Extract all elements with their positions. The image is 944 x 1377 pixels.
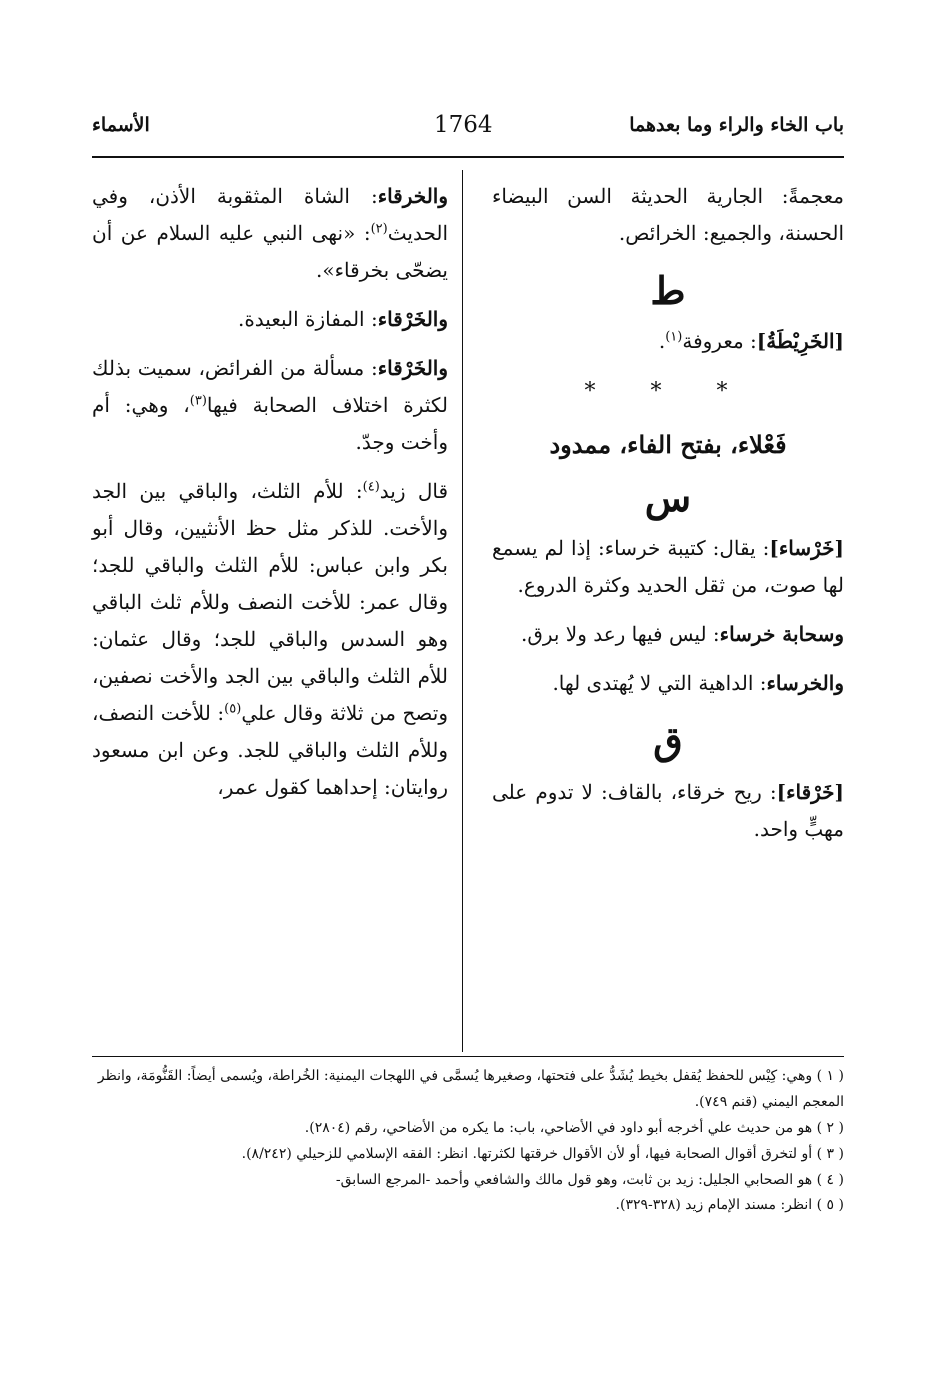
entry-term: [خَرْقاء] (776, 779, 844, 804)
entry-text: : للأم الثلث، والباقي بين الجد والأخت. للذكر مثل حظ الأنثيين، وقال أبو بكر وابن عباس: للأم الثلث والباقي للجد؛ وقال عمر: للأخت النصف وللأم ثلث الباقي وهو السدس والباقي للجد؛ وقال عثمان: للأم الثلث والباقي بين الجد والأخت نصفين، وتصح من ثلاثة وقال علي (92, 479, 449, 725)
entry-text: ، وهي: أم وأخت وجدّ. (92, 393, 448, 454)
running-title-left: الأسماء (92, 114, 150, 136)
footnote-ref: (٣) (189, 393, 207, 409)
entry-text: : معروفة (682, 329, 757, 354)
footnote-rule (92, 1056, 844, 1057)
entry-kharsa (492, 530, 844, 604)
footnote-ref: (٥) (224, 701, 242, 717)
entry-masala (92, 350, 448, 461)
right-column (492, 178, 844, 860)
entry-text: : ليس فيها رعد ولا برق. (520, 622, 720, 647)
footnote: ( ٢ ) هو من حديث علي أخرجه أبو داود في الأضاحي، باب: ما يكره من الأضاحي، رقم (٢٨٠٤). (304, 1119, 844, 1136)
footnote: ( ٣ ) أو لتخرق أقوال الصحابة فيها، أو لأن الأقوال خرقتها لكثرتها. انظر: الفقه الإسلامي للزحيلي (٨/٢٤٢). (241, 1145, 844, 1162)
entry-text: : ريح خرقاء، بالقاف: لا تدوم على مهبٍّ واحد. (492, 779, 844, 841)
letter-heading-sin: س (644, 475, 692, 521)
footnote: ( ٥ ) انظر: مسند الإمام زيد (٣٢٨-٣٢٩). (615, 1197, 844, 1214)
section-title: فَعْلاء، بفتح الفاء، ممدود (549, 429, 787, 459)
footnote-ref: (٤) (362, 479, 380, 495)
entry-text: : الداهية التي لا يُهتدى لها. (552, 671, 767, 696)
page-number: 1764 (434, 112, 493, 138)
entry-dahiya (492, 665, 844, 702)
entry-term: والخرقاء (377, 184, 448, 208)
letter-heading-qaf: ق (653, 718, 683, 764)
footnote: ( ١ ) وهي: كِيْس للحفظ يُقفل بخيط يُشَدُّ على فتحتها، وصغيرها يُسمَّى في اللهجات اليمنية: الخُراطة، ويُسمى أيضاً: القَنُّومَة، وانظر المعجم اليمني (قنم ٧٤٩). (97, 1068, 844, 1110)
entry-shah (92, 178, 448, 289)
entry-text: : «نهى النبي عليه السلام عن أن يضحّى بخرقاء». (92, 221, 448, 282)
entry-opinions (92, 473, 448, 806)
entry-term: [خَرْساء] (769, 536, 844, 561)
entry-text: : يقال: كتيبة خرساء: إذا لم يسمع لها صوت، من ثقل الحديد وكثرة الدروع. (492, 536, 844, 598)
entry-term: والخَرْقاء (377, 307, 448, 331)
page-header (92, 108, 844, 148)
entry-term: والخَرْقاء (377, 356, 448, 380)
footnotes (92, 1064, 844, 1219)
column-divider (462, 170, 463, 1052)
left-column (92, 178, 448, 818)
entry-sahaba (492, 616, 844, 653)
header-rule (92, 156, 844, 158)
footnote-ref: (٢) (370, 221, 388, 237)
entry-text: : للأخت النصف، وللأم الثلث والباقي للجد. وعن ابن مسعود روايتان: إحداهما كقول عمر، (92, 701, 448, 799)
entry-khareeta (492, 323, 844, 360)
letter-heading-ta: ط (650, 268, 686, 313)
entry-term: والخرساء (766, 671, 844, 696)
footnote-ref: (١) (665, 329, 683, 345)
entry-text: . (658, 329, 666, 354)
entry-text: : الشاة المثقوبة الأذن، وفي الحديث (92, 184, 448, 245)
entry-text: قال زيد (379, 479, 449, 503)
footnote: ( ٤ ) هو الصحابي الجليل: زيد بن ثابت، وهو قول مالك والشافعي وأحمد -المرجع السابق- (335, 1171, 844, 1188)
entry-term: [الخَرِيْطَةُ] (756, 329, 844, 354)
entry-text: : مسألة من الفرائض، سميت بذلك لكثرة اختلاف الصحابة فيها (92, 356, 448, 417)
entry-mafaza (92, 301, 448, 338)
entry-paragraph: معجمةً: الجارية الحديثة السن البيضاء الحسنة، والجميع: الخرائص. (492, 184, 844, 245)
entry-kharqa (492, 774, 844, 848)
running-title-right: باب الخاء والراء وما بعدهما (629, 114, 844, 136)
entry-text: : المفازة البعيدة. (237, 307, 378, 331)
entry-term: وسحابة خرساء (719, 622, 844, 647)
section-separator: * * * (584, 379, 752, 405)
